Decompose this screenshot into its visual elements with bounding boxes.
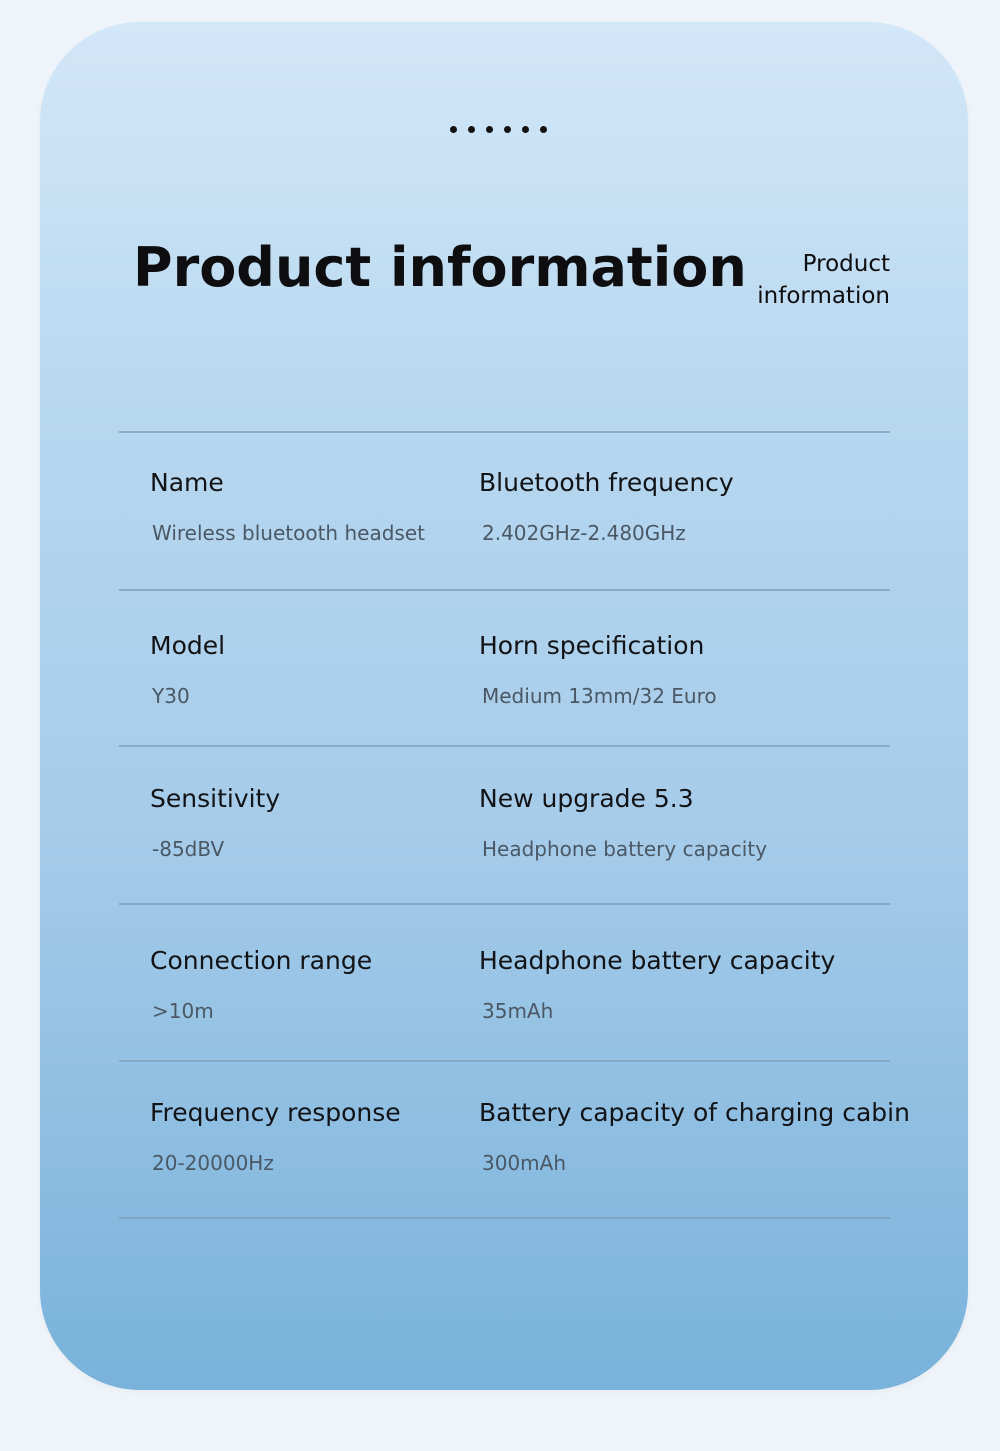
spec-value-frequency-response: 20-20000Hz	[152, 1151, 274, 1175]
spec-value-name: Wireless bluetooth headset	[152, 521, 425, 545]
spec-label-charging-cabin-battery: Battery capacity of charging cabin	[479, 1098, 910, 1127]
spec-value-headphone-battery: 35mAh	[482, 999, 554, 1023]
subtitle-line: Product	[802, 251, 890, 277]
decorative-dots	[450, 126, 547, 133]
spec-label-horn-specification: Horn specification	[479, 631, 705, 660]
spec-label-new-upgrade: New upgrade 5.3	[479, 784, 694, 813]
dot-icon	[468, 126, 475, 133]
spec-label-name: Name	[150, 468, 224, 497]
divider	[119, 1060, 890, 1062]
dot-icon	[540, 126, 547, 133]
spec-value-new-upgrade: Headphone battery capacity	[482, 837, 768, 861]
dot-icon	[522, 126, 529, 133]
spec-value-model: Y30	[152, 684, 190, 708]
divider	[119, 431, 890, 433]
dot-icon	[450, 126, 457, 133]
spec-label-bluetooth-frequency: Bluetooth frequency	[479, 468, 734, 497]
divider	[119, 1217, 890, 1219]
dot-icon	[504, 126, 511, 133]
spec-value-bluetooth-frequency: 2.402GHz-2.480GHz	[482, 521, 686, 545]
page-title: Product information	[133, 236, 747, 299]
divider	[119, 903, 890, 905]
divider	[119, 589, 890, 591]
spec-value-sensitivity: -85dBV	[152, 837, 225, 861]
spec-label-sensitivity: Sensitivity	[150, 784, 281, 813]
spec-label-frequency-response: Frequency response	[150, 1098, 401, 1127]
page-subtitle	[710, 248, 890, 312]
spec-value-charging-cabin-battery: 300mAh	[482, 1151, 567, 1175]
spec-value-horn-specification: Medium 13mm/32 Euro	[482, 684, 717, 708]
dot-icon	[486, 126, 493, 133]
spec-value-connection-range: >10m	[152, 999, 214, 1023]
spec-label-headphone-battery: Headphone battery capacity	[479, 946, 836, 975]
divider	[119, 745, 890, 747]
spec-label-connection-range: Connection range	[150, 946, 373, 975]
subtitle-line: information	[757, 283, 890, 309]
spec-label-model: Model	[150, 631, 226, 660]
